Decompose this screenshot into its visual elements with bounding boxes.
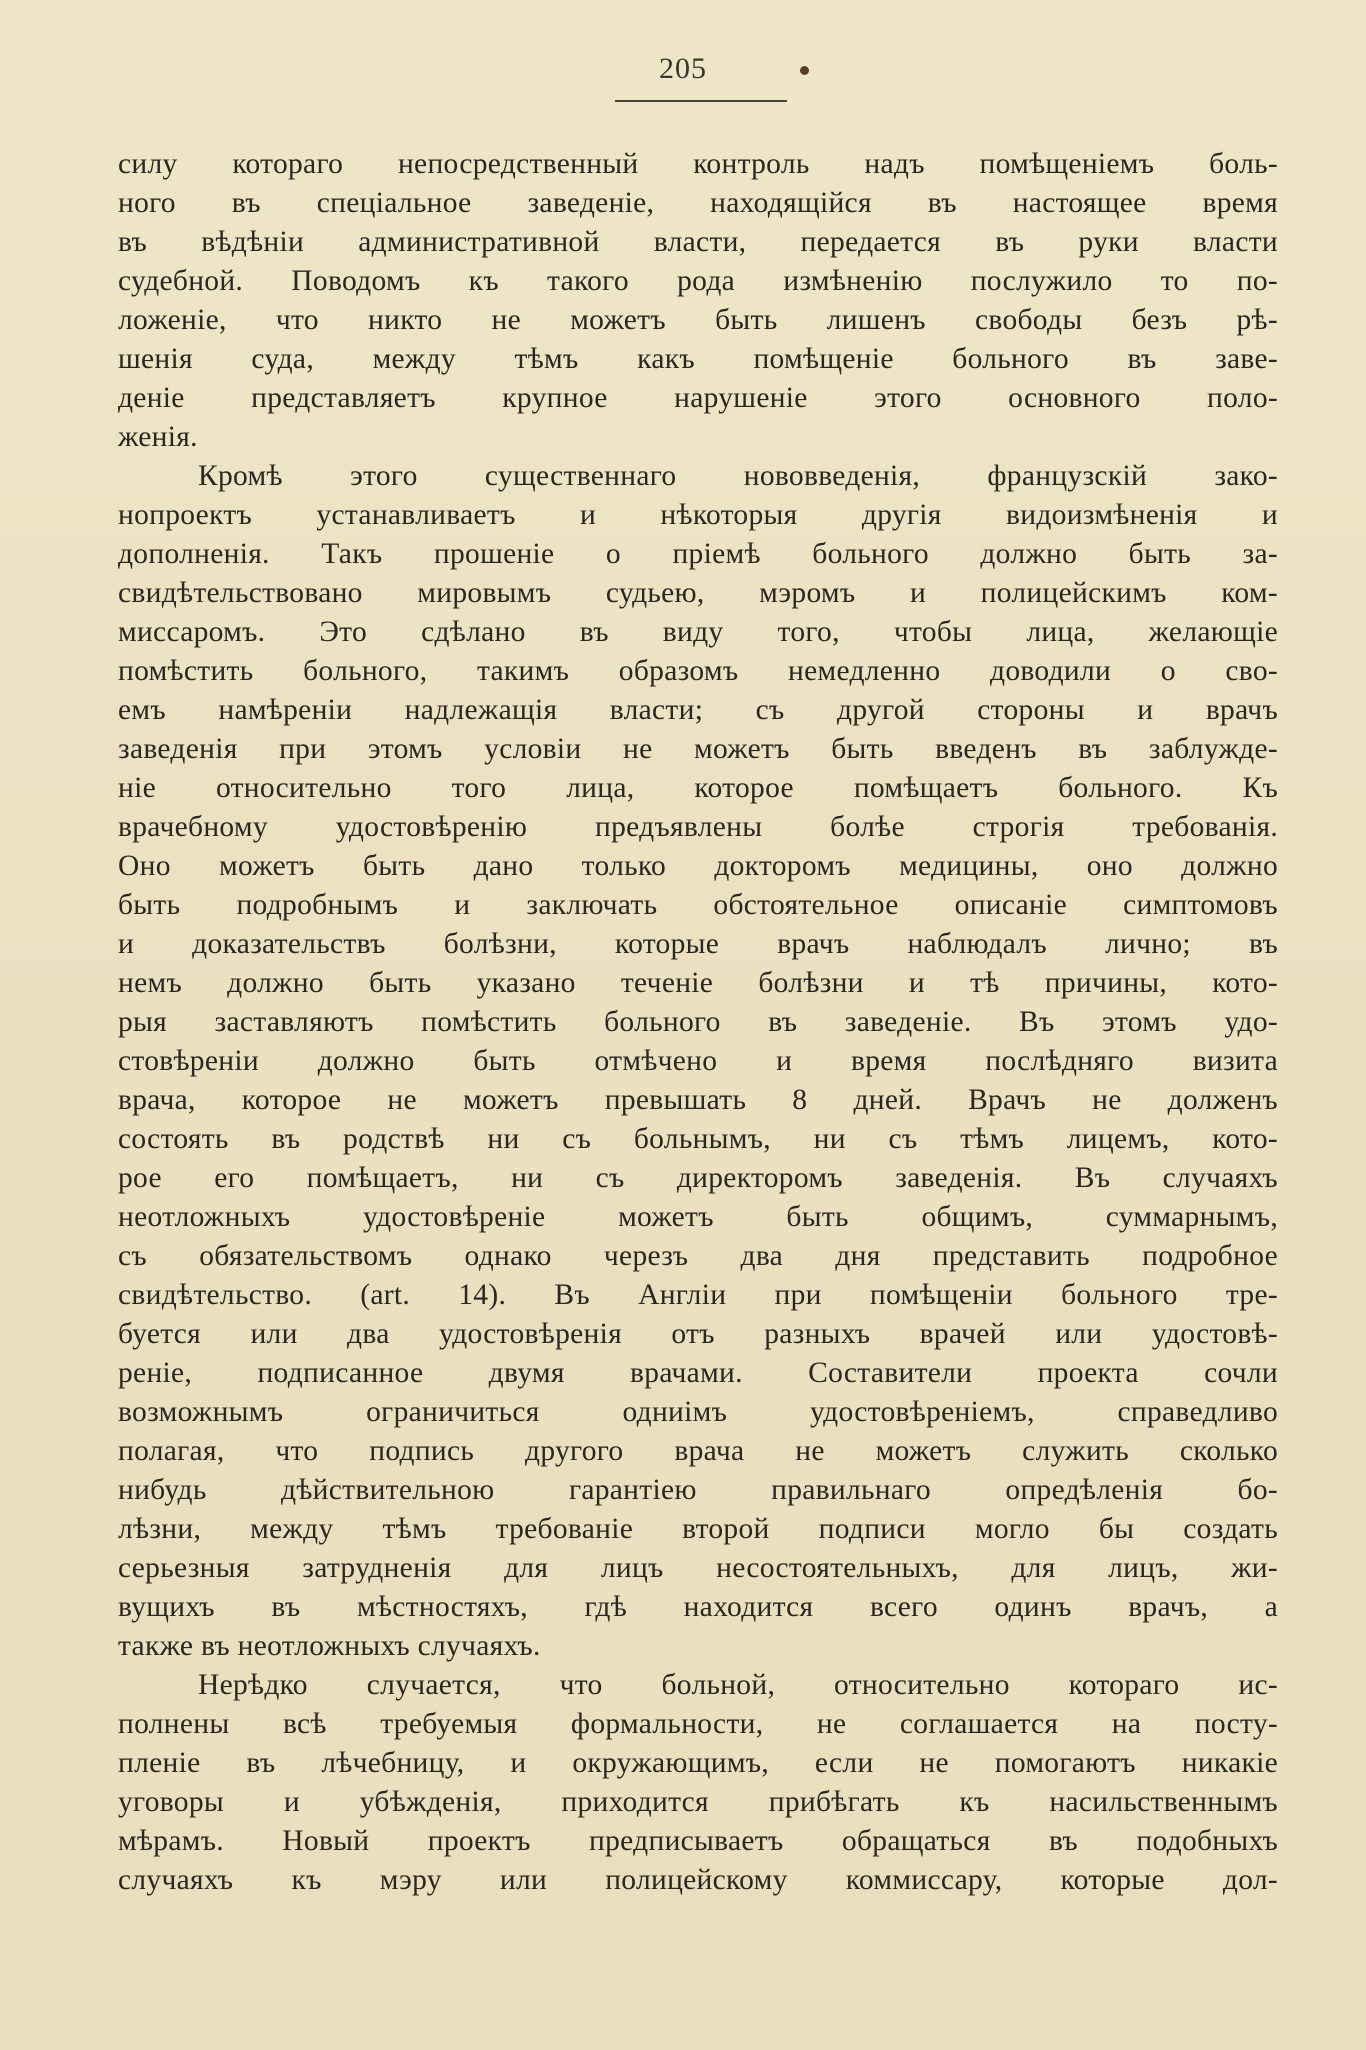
- text-line: ного въ спеціальное заведеніе, находящійся въ настоящее время: [118, 187, 1278, 219]
- text-line: состоять въ родствѣ ни съ больнымъ, ни съ тѣмъ лицемъ, кото-: [118, 1123, 1278, 1155]
- body-text: [118, 145, 1278, 1900]
- text-line: нибудь дѣйствительною гарантіею правильнаго опредѣленія бо-: [118, 1474, 1278, 1506]
- text-line: буется или два удостовѣренія отъ разныхъ врачей или удостовѣ-: [118, 1318, 1278, 1350]
- text-line: вущихъ въ мѣстностяхъ, гдѣ находится всего одинъ врачъ, а: [118, 1591, 1278, 1623]
- text-line: мѣрамъ. Новый проектъ предписываетъ обращаться въ подобныхъ: [118, 1825, 1278, 1857]
- text-line: ложеніе, что никто не можетъ быть лишенъ свободы безъ рѣ-: [118, 304, 1278, 336]
- text-line: свидѣтельствовано мировымъ судьею, мэромъ и полицейскимъ ком-: [118, 577, 1278, 609]
- text-line: полагая, что подпись другого врача не можетъ служить сколько: [118, 1435, 1278, 1467]
- text-line: рое его помѣщаетъ, ни съ директоромъ заведенія. Въ случаяхъ: [118, 1162, 1278, 1194]
- text-line: реніе, подписанное двумя врачами. Составители проекта сочли: [118, 1357, 1278, 1389]
- text-line: неотложныхъ удостовѣреніе можетъ быть общимъ, суммарнымъ,: [118, 1201, 1278, 1233]
- text-line: въ вѣдѣніи административной власти, передается въ руки власти: [118, 226, 1278, 258]
- text-line: лѣзни, между тѣмъ требованіе второй подписи могло бы создать: [118, 1513, 1278, 1545]
- text-line: ніе относительно того лица, которое помѣщаетъ больного. Къ: [118, 772, 1278, 804]
- text-line: деніе представляетъ крупное нарушеніе этого основного поло-: [118, 382, 1278, 414]
- text-line: дополненія. Такъ прошеніе о пріемѣ больного должно быть за-: [118, 538, 1278, 570]
- text-line: Оно можетъ быть дано только докторомъ медицины, оно должно: [118, 850, 1278, 882]
- text-line: немъ должно быть указано теченіе болѣзни и тѣ причины, кото-: [118, 967, 1278, 999]
- text-line: врачебному удостовѣренію предъявлены болѣе строгія требованія.: [118, 811, 1278, 843]
- page-number: 205: [659, 52, 707, 85]
- text-line: шенія суда, между тѣмъ какъ помѣщеніе больного въ заве-: [118, 343, 1278, 375]
- text-line: рыя заставляютъ помѣстить больного въ заведеніе. Въ этомъ удо-: [118, 1006, 1278, 1038]
- text-line: свидѣтельство. (art. 14). Въ Англіи при помѣщеніи больного тре-: [118, 1279, 1278, 1311]
- text-line: быть подробнымъ и заключать обстоятельное описаніе симптомовъ: [118, 889, 1278, 921]
- text-line: силу котораго непосредственный контроль надъ помѣщеніемъ боль-: [118, 148, 1278, 180]
- text-line: врача, которое не можетъ превышать 8 дней. Врачъ не долженъ: [118, 1084, 1278, 1116]
- text-line: и доказательствъ болѣзни, которые врачъ наблюдалъ лично; въ: [118, 928, 1278, 960]
- text-line: Кромѣ этого существеннаго нововведенія, французскій зако-: [198, 460, 1278, 492]
- text-line: заведенія при этомъ условіи не можетъ быть введенъ въ заблужде-: [118, 733, 1278, 765]
- text-line: помѣстить больного, такимъ образомъ немедленно доводили о сво-: [118, 655, 1278, 687]
- text-line: миссаромъ. Это сдѣлано въ виду того, чтобы лица, желающіе: [118, 616, 1278, 648]
- text-line: уговоры и убѣжденія, приходится прибѣгать къ насильственнымъ: [118, 1786, 1278, 1818]
- paragraph-3: [118, 1666, 1278, 1900]
- text-line: нопроектъ устанавливаетъ и нѣкоторыя другія видоизмѣненія и: [118, 499, 1278, 531]
- paragraph-1: [118, 145, 1278, 457]
- text-line: случаяхъ къ мэру или полицейскому коммиссару, которые дол-: [118, 1864, 1278, 1896]
- text-line: полнены всѣ требуемыя формальности, не соглашается на посту-: [118, 1708, 1278, 1740]
- text-line: емъ намѣреніи надлежащія власти; съ другой стороны и врачъ: [118, 694, 1278, 726]
- text-line: Нерѣдко случается, что больной, относительно котораго ис-: [198, 1669, 1278, 1701]
- text-line: съ обязательствомъ однако черезъ два дня представить подробное: [118, 1240, 1278, 1272]
- text-line: возможнымъ ограничиться одниімъ удостовѣреніемъ, справедливо: [118, 1396, 1278, 1428]
- paragraph-2: [118, 457, 1278, 1666]
- text-line: пленіе въ лѣчебницу, и окружающимъ, если не помогаютъ никакіе: [118, 1747, 1278, 1779]
- text-line: серьезныя затрудненія для лицъ несостоятельныхъ, для лицъ, жи-: [118, 1552, 1278, 1584]
- text-line: также въ неотложныхъ случаяхъ.: [118, 1630, 541, 1662]
- ink-spot: [800, 66, 809, 75]
- text-line: стовѣреніи должно быть отмѣчено и время послѣдняго визита: [118, 1045, 1278, 1077]
- text-line: женія.: [118, 421, 198, 453]
- header-rule: [615, 100, 787, 102]
- text-line: судебной. Поводомъ къ такого рода измѣненію послужило то по-: [118, 265, 1278, 297]
